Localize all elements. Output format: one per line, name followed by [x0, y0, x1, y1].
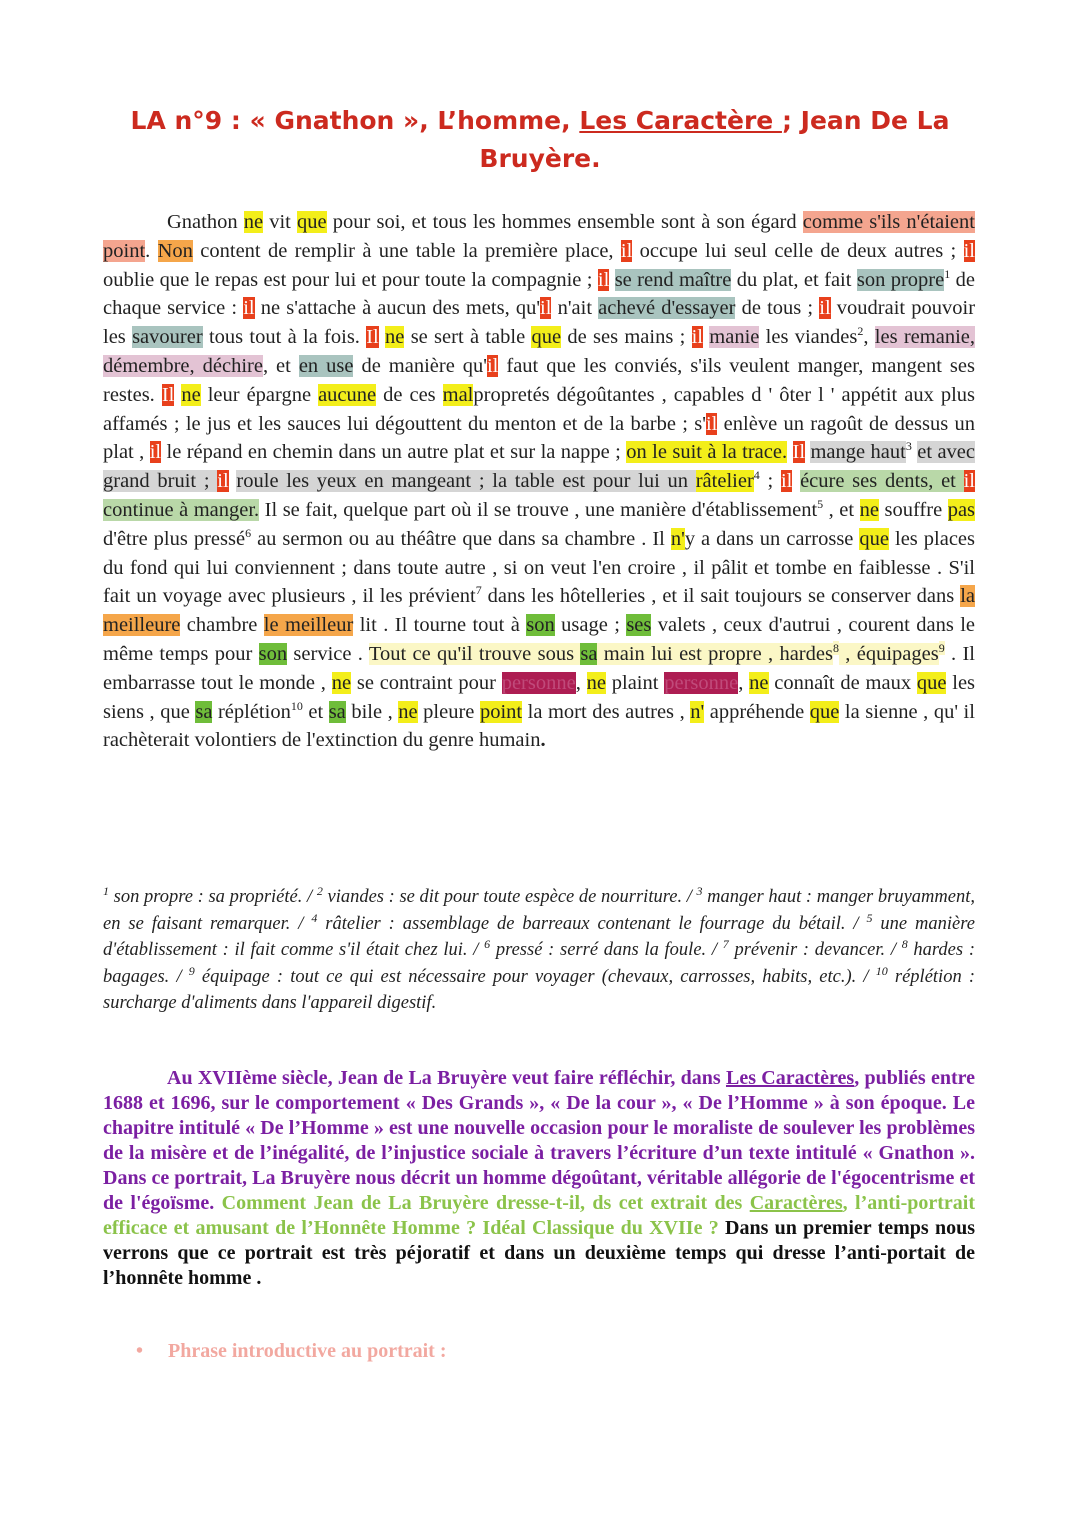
text-segment: équipage : tout ce qui est nécessaire pour voyager (chevaux, carrosses, habits, etc.). / — [194, 966, 876, 987]
text-segment: il — [217, 470, 229, 493]
text-segment: leur épargne — [200, 383, 319, 406]
text-segment: de chaque service : — [103, 268, 975, 320]
footnote-ref: 1 — [944, 266, 951, 281]
text-segment: de manière qu' — [353, 354, 487, 377]
title-work: Les Caractère — [579, 106, 782, 135]
text-segment: propretés dégoûtantes , capables d ' ôter l ' appétit aux plus affamés ; le jus et les sauces lui dégouttent du menton et de la barbe ; s' — [103, 383, 975, 435]
text-segment: se rend maître — [614, 268, 732, 291]
text-segment: pressé : serré dans la foule. / — [490, 940, 723, 960]
text-segment: Tout ce qu'il trouve sous — [368, 642, 581, 665]
text-segment: , équipages — [838, 642, 939, 665]
text-segment: les siens , que — [103, 671, 976, 723]
text-segment: manie — [709, 326, 760, 349]
text-segment: ne — [398, 700, 418, 723]
text-segment: il — [620, 239, 633, 262]
text-segment: il — [780, 470, 793, 493]
text-segment: la sienne , qu' il rachèterait volontiers de l'extinction du genre humain — [103, 700, 975, 752]
text-segment: . — [944, 642, 963, 665]
text-segment: il — [705, 412, 718, 435]
text-segment: et avec grand bruit ; — [103, 441, 975, 493]
introduction-paragraph — [103, 1066, 975, 1291]
footnote-ref: 2 — [316, 883, 323, 898]
text-segment: , — [575, 671, 587, 694]
text-segment: dans les hôtelleries , et il sait toujours se conserver dans — [481, 585, 961, 608]
text-segment: les viandes — [759, 326, 858, 349]
text-segment: lit . Il tourne tout à — [353, 614, 527, 637]
text-segment: il — [149, 441, 162, 464]
text-segment: ne — [331, 671, 352, 694]
intro-question-end: , l’anti-portrait efficace et amusant de l’Honnête Homme ? Idéal Classique du XVIIe ? — [103, 1192, 975, 1239]
text-segment: comme s'ils n'étaient point — [103, 211, 975, 262]
text-segment: il — [819, 297, 831, 320]
text-segment: au sermon ou au théâtre que dans sa chambre . Il — [251, 527, 671, 550]
text-segment: savourer — [132, 326, 203, 349]
text-segment: du plat, et fait — [731, 268, 857, 291]
intro-context: Au XVIIème siècle, Jean de La Bruyère veut faire réfléchir, dans — [167, 1067, 726, 1089]
text-segment: il — [486, 354, 499, 377]
text-segment: ses — [626, 614, 652, 637]
text-segment: son — [526, 614, 555, 637]
text-segment: personne — [501, 671, 576, 694]
text-segment: usage ; — [554, 614, 627, 637]
text-segment: hardes : bagages. / — [103, 940, 975, 987]
text-segment: y a dans un carrosse — [684, 527, 860, 550]
gnathon-text — [103, 208, 975, 755]
text-segment: vit — [263, 211, 298, 233]
bullet-icon: • — [136, 1340, 144, 1362]
text-segment: n' — [690, 700, 705, 723]
text-segment: et — [302, 700, 329, 723]
text-segment — [609, 269, 614, 291]
text-segment — [597, 643, 603, 665]
text-segment: de ses mains ; — [561, 326, 692, 349]
text-segment: il — [963, 239, 975, 262]
text-segment: son — [258, 642, 288, 665]
text-segment: que — [809, 700, 840, 723]
text-segment: connaît de maux — [768, 671, 917, 694]
text-segment: en use — [298, 354, 354, 377]
text-segment: ne — [749, 671, 769, 694]
text-segment: réplétion : surcharge d'aliments dans l'appareil digestif. — [103, 966, 976, 1013]
text-segment: le répand en chemin dans un autre plat et sur la nappe ; — [161, 441, 627, 464]
text-segment: enlève un ragoût de dessus un plat , — [103, 412, 975, 464]
text-segment: que — [859, 527, 889, 550]
text-segment: râtelier — [695, 470, 754, 493]
text-segment: valets , ceux d'autrui , courent dans le même temps pour — [103, 614, 975, 665]
text-segment: plaint — [605, 671, 665, 694]
text-segment: achevé d'essayer — [598, 297, 736, 320]
footnote-ref: 3 — [905, 439, 912, 454]
footnote-ref: 5 — [866, 910, 873, 925]
text-segment: Gnathon — [167, 211, 244, 233]
text-segment: Non — [157, 239, 193, 262]
intro-plan: Dans un premier temps nous verrons que ce portrait est très péjoratif et dans un deuxième temps qui dresse l’anti-portait de l’honnête homme . — [103, 1217, 975, 1289]
intro-question: Comment Jean de La Bruyère dresse-t-il, ds cet extrait des — [221, 1192, 750, 1214]
title-part1: LA n°9 : « Gnathon », L’homme, — [130, 106, 580, 135]
text-segment: ne — [181, 383, 201, 406]
text-segment: ne — [243, 211, 264, 233]
text-segment: , — [863, 326, 875, 349]
text-segment: mange haut — [810, 441, 906, 464]
text-segment: d'être plus pressé — [103, 527, 246, 550]
text-segment: , et — [262, 354, 299, 377]
text-segment: se sert à table — [404, 326, 532, 349]
text-segment: Il — [366, 326, 379, 349]
text-segment: tous tout à la fois. — [202, 326, 367, 349]
text-segment: aucune — [318, 383, 377, 406]
text-segment: oublie que le repas est pour lui et pour toute la compagnie ; — [103, 268, 598, 291]
text-segment: de tous ; — [735, 297, 820, 320]
text-segment: viandes : se dit pour toute espèce de nourriture. / — [322, 887, 697, 907]
text-segment: service . — [287, 642, 369, 665]
text-segment: ; — [759, 470, 781, 493]
text-segment: le meilleur — [263, 614, 354, 637]
text-segment: Il — [792, 441, 806, 464]
intro-work-title: Les Caractères — [725, 1067, 855, 1089]
bullet-heading — [136, 1340, 447, 1363]
text-segment: son propre — [856, 268, 945, 291]
text-segment: la meilleure — [103, 585, 975, 637]
text-segment: Il se fait, quelque part où il se trouve , une manière d'établissement — [259, 498, 818, 521]
footnote-ref: 8 — [901, 936, 908, 951]
text-segment: que — [916, 671, 947, 694]
text-segment: main lui est propre , hardes — [603, 642, 833, 665]
footnote-ref: 7 — [475, 583, 482, 598]
text-segment: ne — [859, 498, 879, 521]
footnote-ref: 10 — [875, 963, 888, 978]
footnote-ref: 4 — [753, 468, 760, 483]
text-segment: souffre — [878, 498, 948, 521]
text-segment: n'ait — [551, 297, 599, 320]
bullet-label: Phrase introductive au portrait : — [168, 1340, 447, 1362]
text-segment: de ces — [376, 383, 443, 406]
footnote-ref: 6 — [245, 525, 252, 540]
text-segment: sa — [328, 700, 346, 723]
text-segment: faut que les conviés, s'ils veulent manger, mangent ses restes. — [103, 354, 975, 406]
text-segment: bile , — [345, 700, 399, 723]
text-segment: pleure — [417, 700, 480, 723]
text-segment — [792, 470, 800, 492]
footnote-ref: 9 — [938, 641, 945, 656]
intro-context-2: , publiés entre 1688 et 1696, sur le comportement « Des Grands », « De la cour », « De l’Homme » à son époque. Le chapitre intitulé « De l’Homme » est une nouvelle occasion pour le moraliste de soulever les problèmes de la misère et de l’inégalité, de l’injustice sociale à travers l’écriture d’un texte intitulé « Gnathon ». Dans ce portrait, La Bruyère nous décrit un homme dégoûtant, véritable allégorie de l'égocentrisme et de l'égoïsme. — [103, 1067, 976, 1214]
text-segment: la mort des autres , — [522, 700, 691, 723]
text-segment: on le suit à la trace. — [626, 441, 788, 464]
text-segment: les remanie, démembre, déchire — [103, 326, 975, 377]
text-segment: n' — [670, 527, 685, 550]
text-segment: sa — [195, 700, 213, 723]
text-segment: content de remplir à une table la première place, — [192, 239, 621, 262]
text-segment: . — [540, 729, 546, 752]
text-segment: râtelier : assemblage de barreaux contenant le fourrage du bétail. / — [317, 913, 867, 934]
text-segment: il — [691, 326, 703, 349]
text-segment: . — [145, 239, 158, 262]
text-segment: ne — [586, 671, 606, 694]
text-segment: que — [297, 211, 327, 233]
text-segment: il — [963, 470, 976, 493]
text-segment: réplétion — [212, 700, 291, 723]
text-segment: il — [597, 268, 610, 291]
footnote-ref: 9 — [188, 963, 195, 978]
text-segment: ne — [385, 326, 405, 349]
footnote-ref: 3 — [696, 883, 703, 898]
document-title — [100, 102, 980, 178]
text-segment: son propre : sa propriété. / — [109, 887, 317, 907]
text-segment: point — [479, 700, 523, 723]
footnotes — [103, 884, 975, 1017]
text-segment: les places du fond qui lui conviennent ; dans toute autre , si on veut l'en croire , il pâlit et tombe en faiblesse . S'il fait un voyage avec plusieurs , il les prévient — [103, 527, 975, 608]
footnote-ref: 6 — [484, 936, 491, 951]
text-segment: continue à manger. — [103, 498, 260, 521]
text-segment: sa — [580, 642, 598, 665]
footnote-ref: 1 — [103, 883, 109, 898]
text-segment: mal — [442, 383, 474, 406]
text-segment: , — [738, 671, 750, 694]
text-segment: que — [531, 326, 562, 349]
text-segment: roule les yeux en mangeant ; la table est pour lui un — [236, 470, 696, 493]
footnote-ref: 7 — [722, 936, 729, 951]
text-segment: il — [243, 297, 255, 320]
text-segment — [787, 441, 792, 463]
footnote-ref: 8 — [832, 641, 839, 656]
text-segment: appréhende — [704, 700, 810, 723]
text-segment: pas — [947, 498, 976, 521]
text-segment: écure ses dents, et — [800, 470, 964, 493]
text-segment: se contraint pour — [351, 671, 502, 694]
footnote-ref: 10 — [290, 698, 303, 713]
text-segment: manger haut : manger bruyamment, en se faisant remarquer. / — [103, 887, 975, 934]
intro-question-work: Caractères — [749, 1192, 843, 1214]
text-segment: personne — [664, 671, 739, 694]
text-segment: chambre — [180, 614, 264, 637]
text-segment: , et — [823, 498, 860, 521]
footnote-ref: 2 — [857, 324, 864, 339]
text-segment: voudrait pouvoir les — [103, 297, 976, 349]
footnote-ref: 4 — [311, 910, 318, 925]
text-segment: Il — [161, 383, 175, 406]
text-segment: pour soi, et tous les hommes ensemble sont à son égard — [326, 211, 803, 233]
text-segment: occupe lui seul celle de deux autres ; — [632, 239, 964, 262]
text-segment: il — [540, 297, 552, 320]
text-segment: une manière d'établissement : il fait comme s'il était chez lui. / — [103, 913, 975, 960]
text-segment: ne s'attache à aucun des mets, qu' — [254, 297, 541, 320]
title-part2: ; Jean De La Bruyère. — [479, 106, 950, 173]
text-segment: prévenir : devancer. / — [728, 940, 902, 960]
footnote-ref: 5 — [817, 497, 824, 512]
text-segment: Il embarrasse tout le monde , — [103, 642, 976, 694]
